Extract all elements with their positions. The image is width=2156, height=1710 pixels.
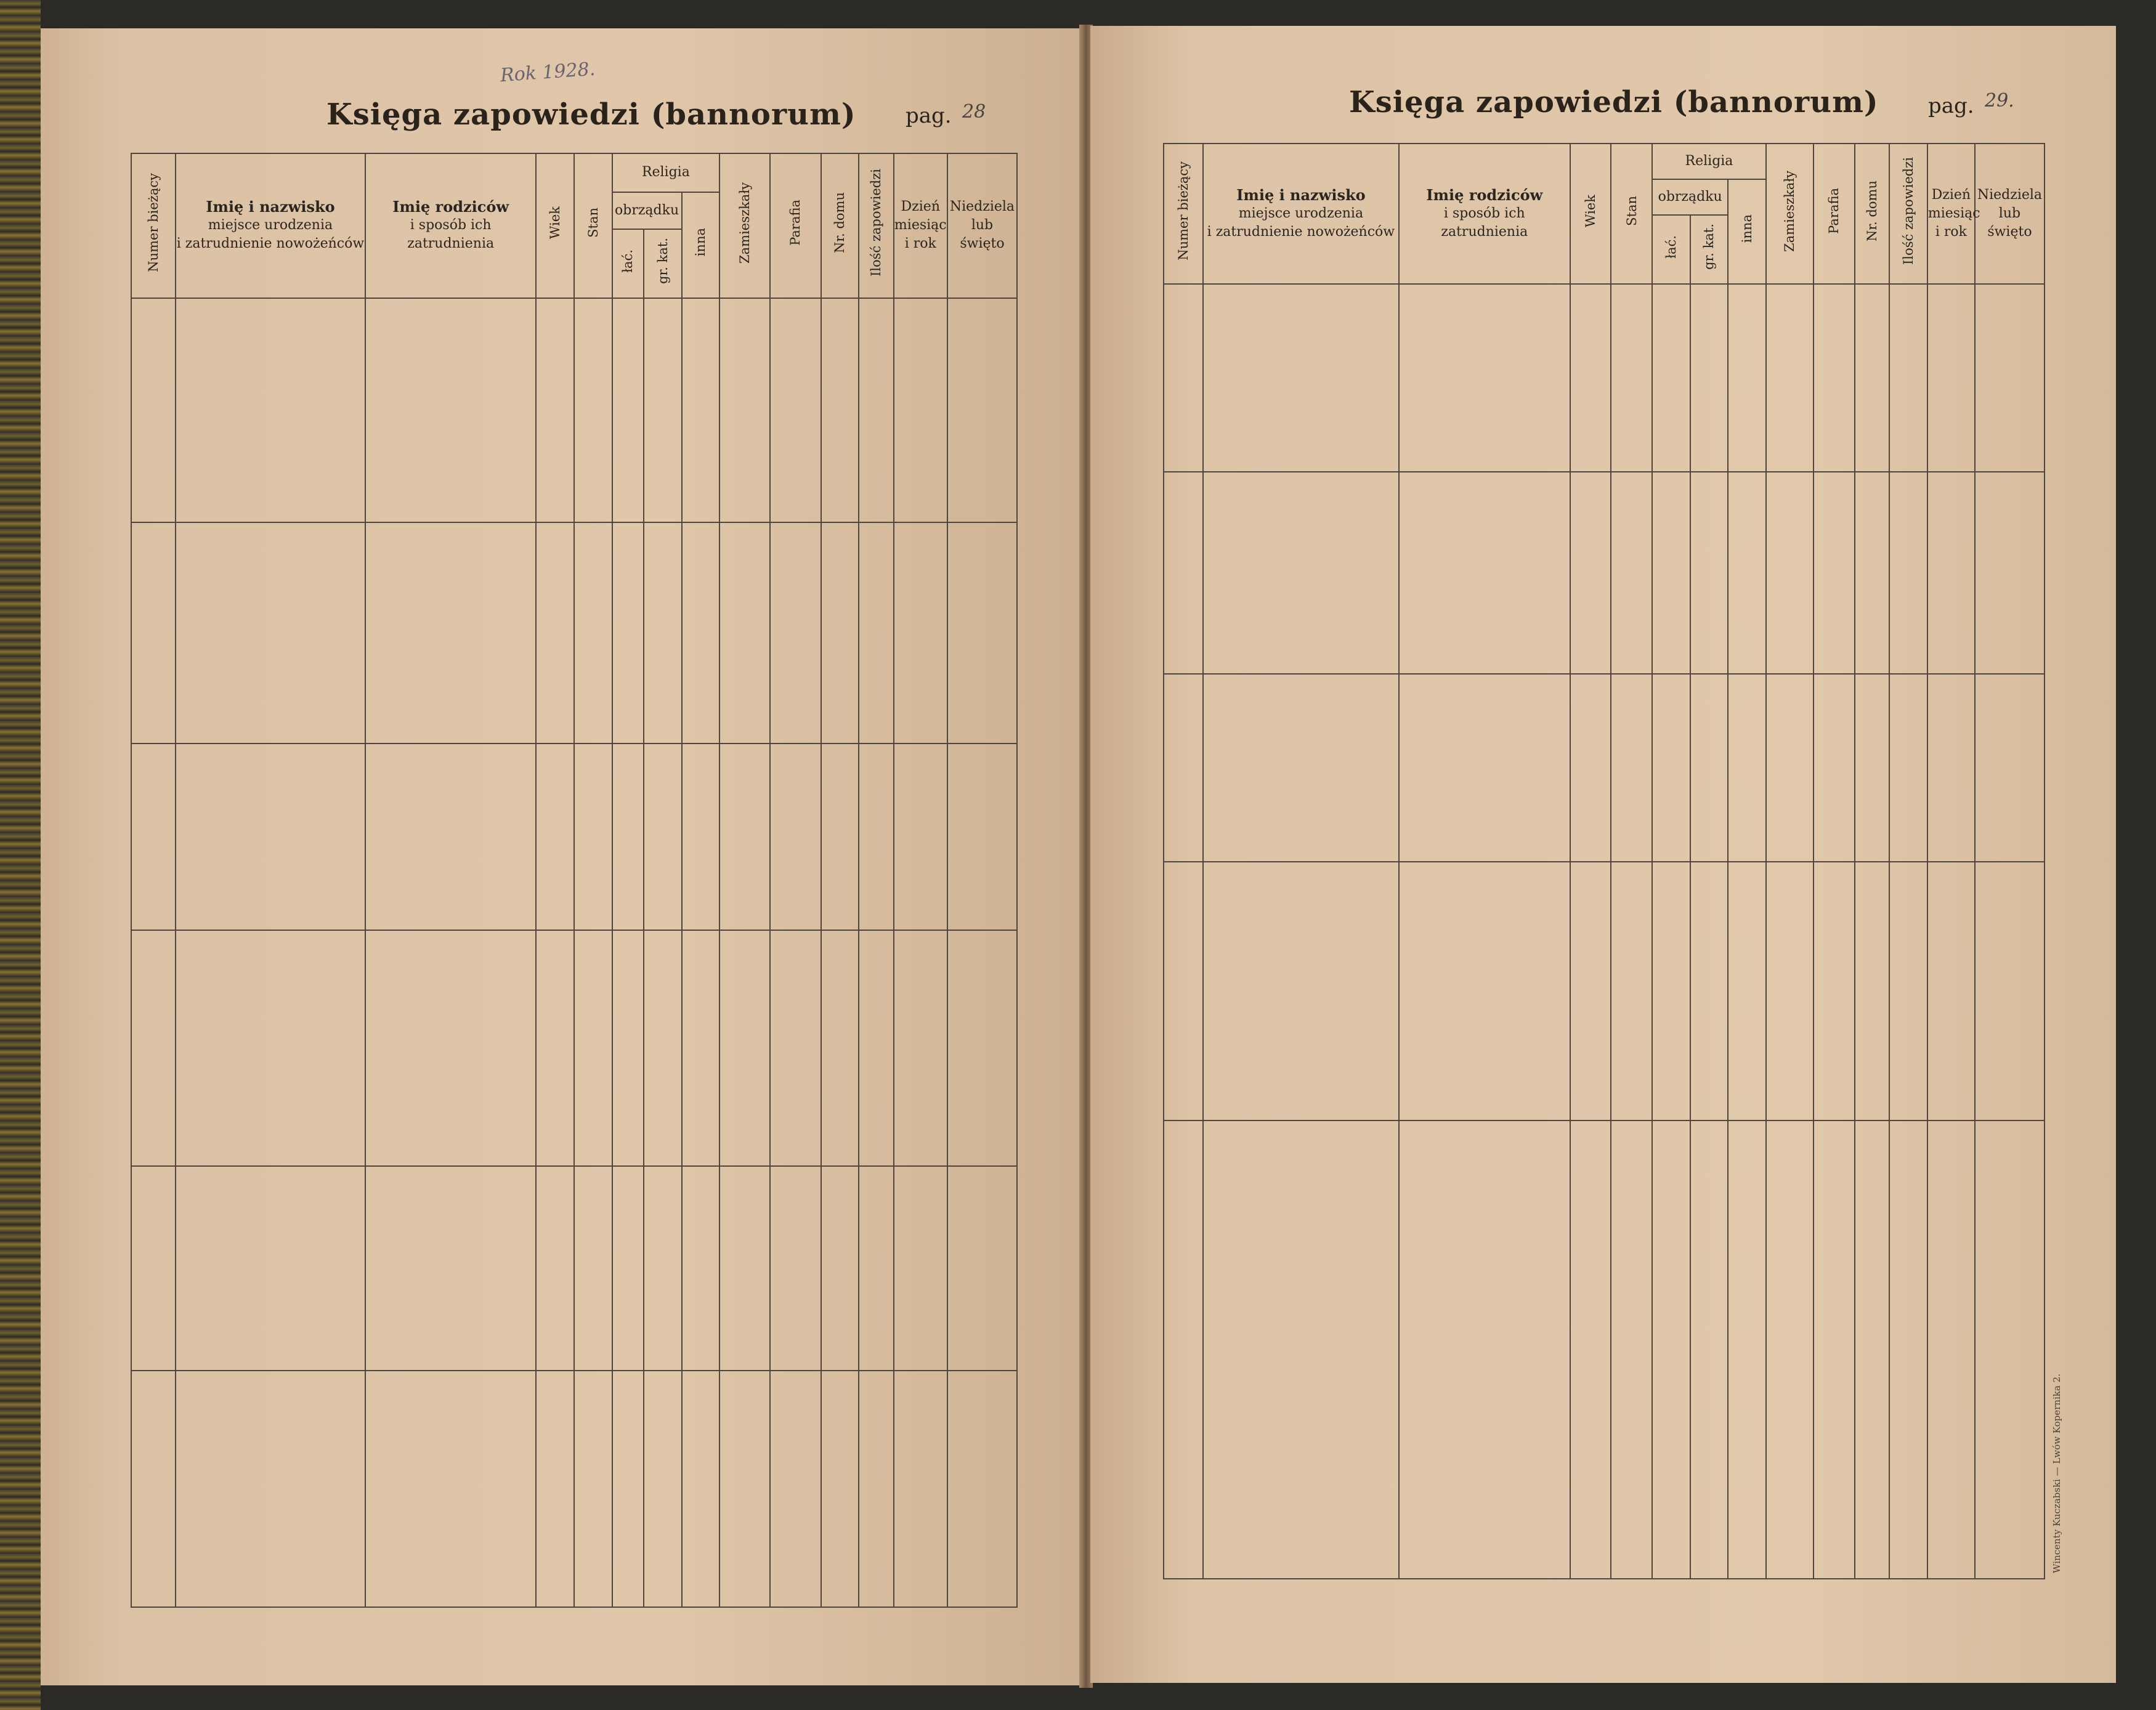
- table-row: [1164, 472, 2045, 674]
- col-niedziela: Niedziela lub święto: [1975, 144, 2045, 284]
- col-grkat: gr. kat.: [1690, 215, 1728, 284]
- col-ilosc: Ilość zapowiedzi: [859, 153, 893, 298]
- year-note: Rok 1928.: [499, 58, 596, 87]
- col-numer: Numer bieżący: [131, 153, 176, 298]
- right-page-pag-label: pag.: [1928, 94, 1974, 118]
- col-wiek: Wiek: [1570, 144, 1611, 284]
- col-niedziela: Niedziela lub święto: [947, 153, 1017, 298]
- table-row: [131, 1166, 1017, 1371]
- col-zamieszkaly: Zamieszkały: [1766, 144, 1814, 284]
- col-dzien: Dzień miesiąc i rok: [894, 153, 947, 298]
- book-binding: [0, 0, 41, 1710]
- table-row: [131, 522, 1017, 744]
- col-parafia: Parafia: [770, 153, 821, 298]
- col-nr-domu: Nr. domu: [821, 153, 859, 298]
- col-inna: inna: [1728, 179, 1766, 284]
- col-grkat: gr. kat.: [644, 229, 682, 298]
- col-imie: Imię i nazwisko miejsce urodzenia i zatrudnienie nowożeńców: [176, 153, 365, 298]
- table-row: [131, 298, 1017, 522]
- col-ilosc: Ilość zapowiedzi: [1889, 144, 1927, 284]
- col-lac: łać.: [612, 229, 644, 298]
- col-stan: Stan: [574, 153, 612, 298]
- right-page-title: Księga zapowiedzi (bannorum): [1349, 85, 1879, 120]
- table-row: [1164, 862, 2045, 1120]
- left-page-title: Księga zapowiedzi (bannorum): [326, 97, 856, 132]
- col-nr-domu: Nr. domu: [1855, 144, 1890, 284]
- table-row: [131, 744, 1017, 930]
- col-parafia: Parafia: [1814, 144, 1855, 284]
- col-wiek: Wiek: [536, 153, 574, 298]
- col-obrzadku: obrządku: [612, 192, 682, 230]
- col-inna: inna: [682, 192, 720, 298]
- table-row: [1164, 1120, 2045, 1579]
- col-imie: Imię i nazwisko miejsce urodzenia i zatrudnienie nowożeńców: [1203, 144, 1399, 284]
- table-row: [1164, 284, 2045, 472]
- right-page-number: 29.: [1985, 90, 2014, 111]
- table-row: [131, 930, 1017, 1165]
- col-numer: Numer bieżący: [1164, 144, 1203, 284]
- left-page-number: 28: [962, 101, 986, 123]
- col-religia: Religia: [612, 153, 720, 192]
- left-register-table: [131, 153, 1018, 1608]
- col-lac: łać.: [1652, 215, 1690, 284]
- col-rodzice: Imię rodziców i sposób ich zatrudnienia: [1399, 144, 1570, 284]
- col-religia: Religia: [1652, 144, 1766, 179]
- col-stan: Stan: [1611, 144, 1652, 284]
- left-page-pag-label: pag.: [906, 103, 952, 128]
- printer-imprint: Wincenty Kuczabski — Lwów Kopernika 2.: [2051, 1374, 2062, 1573]
- col-dzien: Dzień miesiąc i rok: [1927, 144, 1975, 284]
- col-rodzice: Imię rodziców i sposób ich zatrudnienia: [365, 153, 536, 298]
- col-zamieszkaly: Zamieszkały: [719, 153, 770, 298]
- right-register-table: [1163, 143, 2045, 1579]
- table-row: [1164, 674, 2045, 862]
- table-row: [131, 1371, 1017, 1607]
- col-obrzadku: obrządku: [1652, 179, 1728, 215]
